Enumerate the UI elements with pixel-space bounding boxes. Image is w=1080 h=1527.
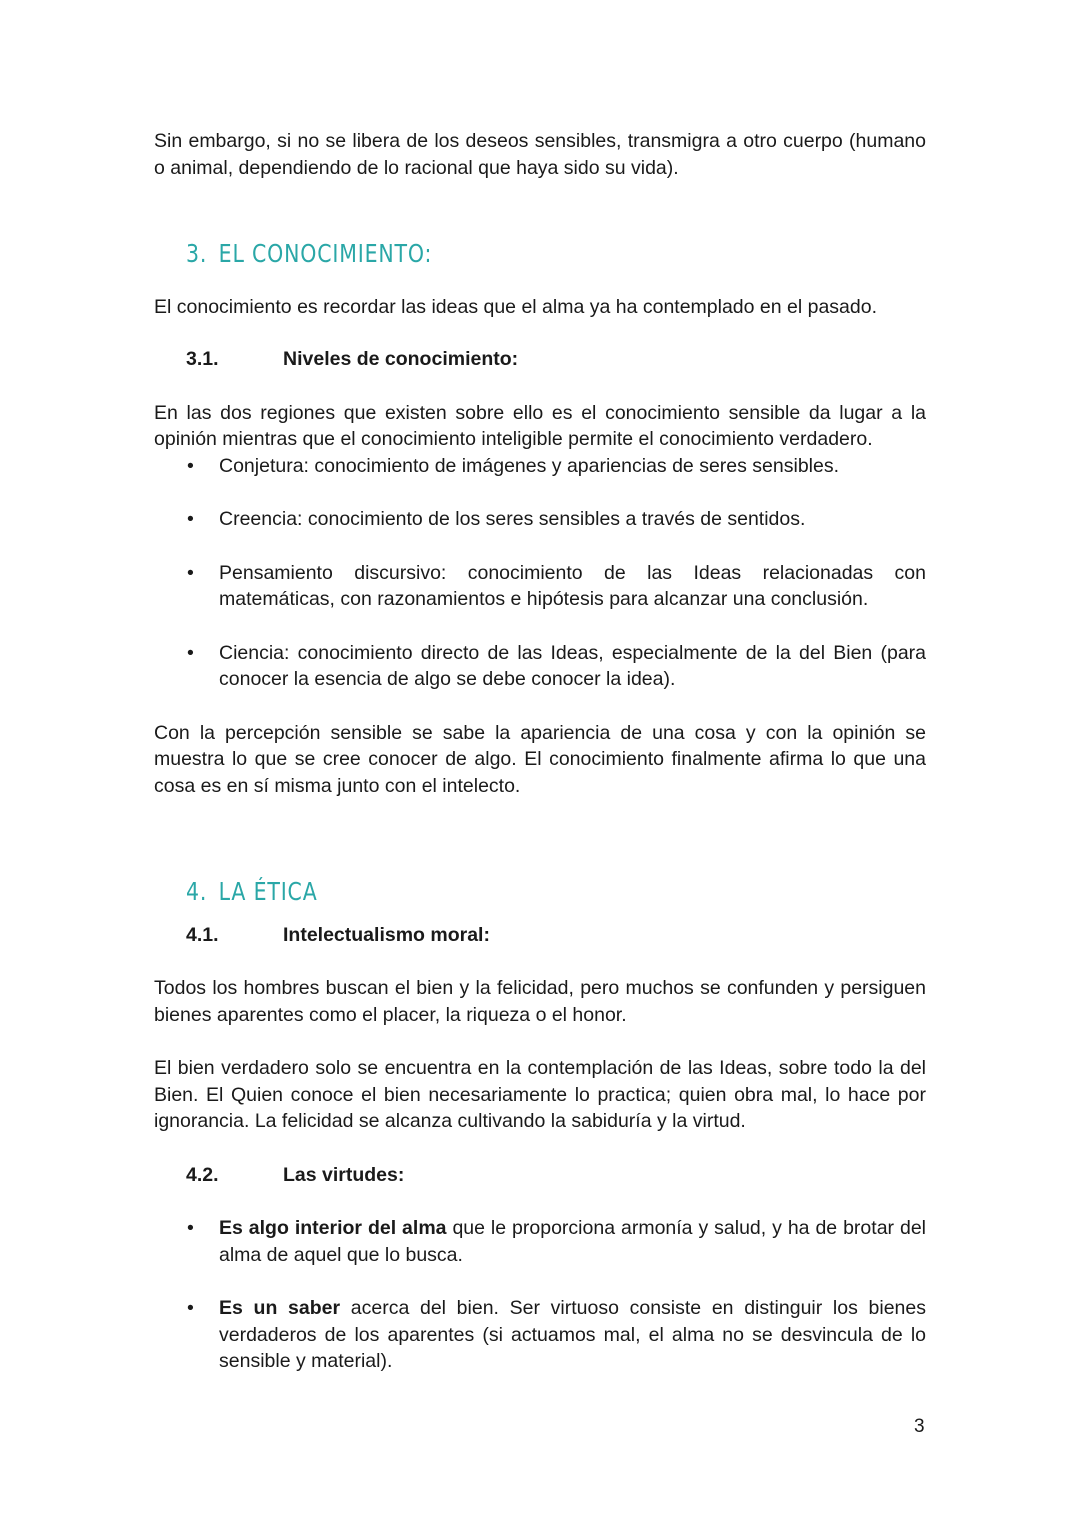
- subsection-4-1-paragraph-2: El bien verdadero solo se encuentra en la contemplación de las Ideas, sobre todo la del Bien. El Quien conoce el bien necesariamente lo practica; quien obra mal, lo hace por ignorancia. La felicidad se alcanza cultivando la sabiduría y la virtud.: [154, 1057, 926, 1132]
- document-page: [154, 128, 926, 1375]
- subsection-4-1-heading: [186, 922, 926, 949]
- section-4-heading: [186, 879, 793, 906]
- subsection-3-1-paragraph: En las dos regiones que existen sobre ello es el conocimiento sensible da lugar a la opinión mientras que el conocimiento inteligible permite el conocimiento verdadero.: [154, 401, 926, 450]
- subsection-4-1-paragraph-1: Todos los hombres buscan el bien y la felicidad, pero muchos se confunden y persiguen bienes aparentes como el placer, la riqueza o el honor.: [154, 977, 926, 1026]
- section-4-title: LA ÉTICA: [218, 877, 318, 906]
- knowledge-levels-list: [154, 453, 926, 693]
- list-item: [154, 1215, 926, 1268]
- section-4-number: 4.: [186, 877, 208, 906]
- list-item-bold-text: Es algo interior del alma: [219, 1217, 447, 1239]
- virtues-list: [154, 1215, 926, 1375]
- section-3-closing-paragraph: Con la percepción sensible se sabe la apariencia de una cosa y con la opinión se muestra lo que se cree conocer de algo. El conocimiento finalmente afirma lo que una cosa es en sí misma junto con el intelecto.: [154, 721, 926, 797]
- list-item-text: Conjetura: conocimiento de imágenes y apariencias de seres sensibles.: [219, 454, 840, 477]
- bullet-icon: •: [187, 561, 194, 584]
- intro-paragraph: Sin embargo, si no se libera de los deseos sensibles, transmigra a otro cuerpo (humano o animal, dependiendo de lo racional que haya sido su vida).: [154, 130, 926, 179]
- list-item-bold-text: Es un saber: [219, 1297, 341, 1319]
- section-3-intro: El conocimiento es recordar las ideas que el alma ya ha contemplado en el pasado.: [154, 295, 878, 318]
- list-item-text: Creencia: conocimiento de los seres sensibles a través de sentidos.: [219, 508, 806, 530]
- list-item-text: Ciencia: conocimiento directo de las Ideas, especialmente de la del Bien (para conocer la esencia de algo se debe conocer la idea).: [219, 641, 926, 690]
- list-item-text: Pensamiento discursivo: conocimiento de las Ideas relacionadas con matemáticas, con razonamientos e hipótesis para alcanzar una conclusión.: [219, 561, 926, 610]
- list-item: [154, 506, 926, 533]
- list-item-text: acerca del bien. Ser virtuoso consiste en distinguir los bienes verdaderos de los aparentes (si actuamos mal, el alma no se desvincula de lo sensible y material).: [219, 1297, 926, 1372]
- list-item: [154, 1295, 926, 1375]
- subsection-3-1-title: Niveles de conocimiento:: [283, 348, 519, 370]
- bullet-icon: •: [187, 641, 194, 664]
- subsection-4-1-title: Intelectualismo moral:: [283, 923, 490, 946]
- section-3-title: EL CONOCIMIENTO:: [218, 239, 433, 268]
- subsection-4-2-number: 4.2.: [186, 1163, 219, 1186]
- list-item-text: que le proporciona armonía y salud, y ha de brotar del alma de aquel que lo busca.: [219, 1217, 926, 1266]
- section-3-heading: [186, 241, 793, 268]
- section-3-number: 3.: [186, 239, 208, 268]
- subsection-4-2-title: Las virtudes:: [283, 1163, 405, 1186]
- list-item: [154, 640, 926, 693]
- list-item: [154, 453, 926, 480]
- bullet-icon: •: [187, 508, 194, 530]
- bullet-icon: •: [187, 1297, 194, 1319]
- subsection-4-2-heading: [186, 1162, 926, 1189]
- subsection-4-1-number: 4.1.: [186, 923, 219, 946]
- bullet-icon: •: [187, 454, 194, 477]
- list-item: [154, 560, 926, 613]
- subsection-3-1-number: 3.1.: [186, 348, 219, 370]
- page-number: 3: [914, 1416, 925, 1437]
- bullet-icon: •: [187, 1217, 194, 1239]
- subsection-3-1-heading: [186, 346, 926, 373]
